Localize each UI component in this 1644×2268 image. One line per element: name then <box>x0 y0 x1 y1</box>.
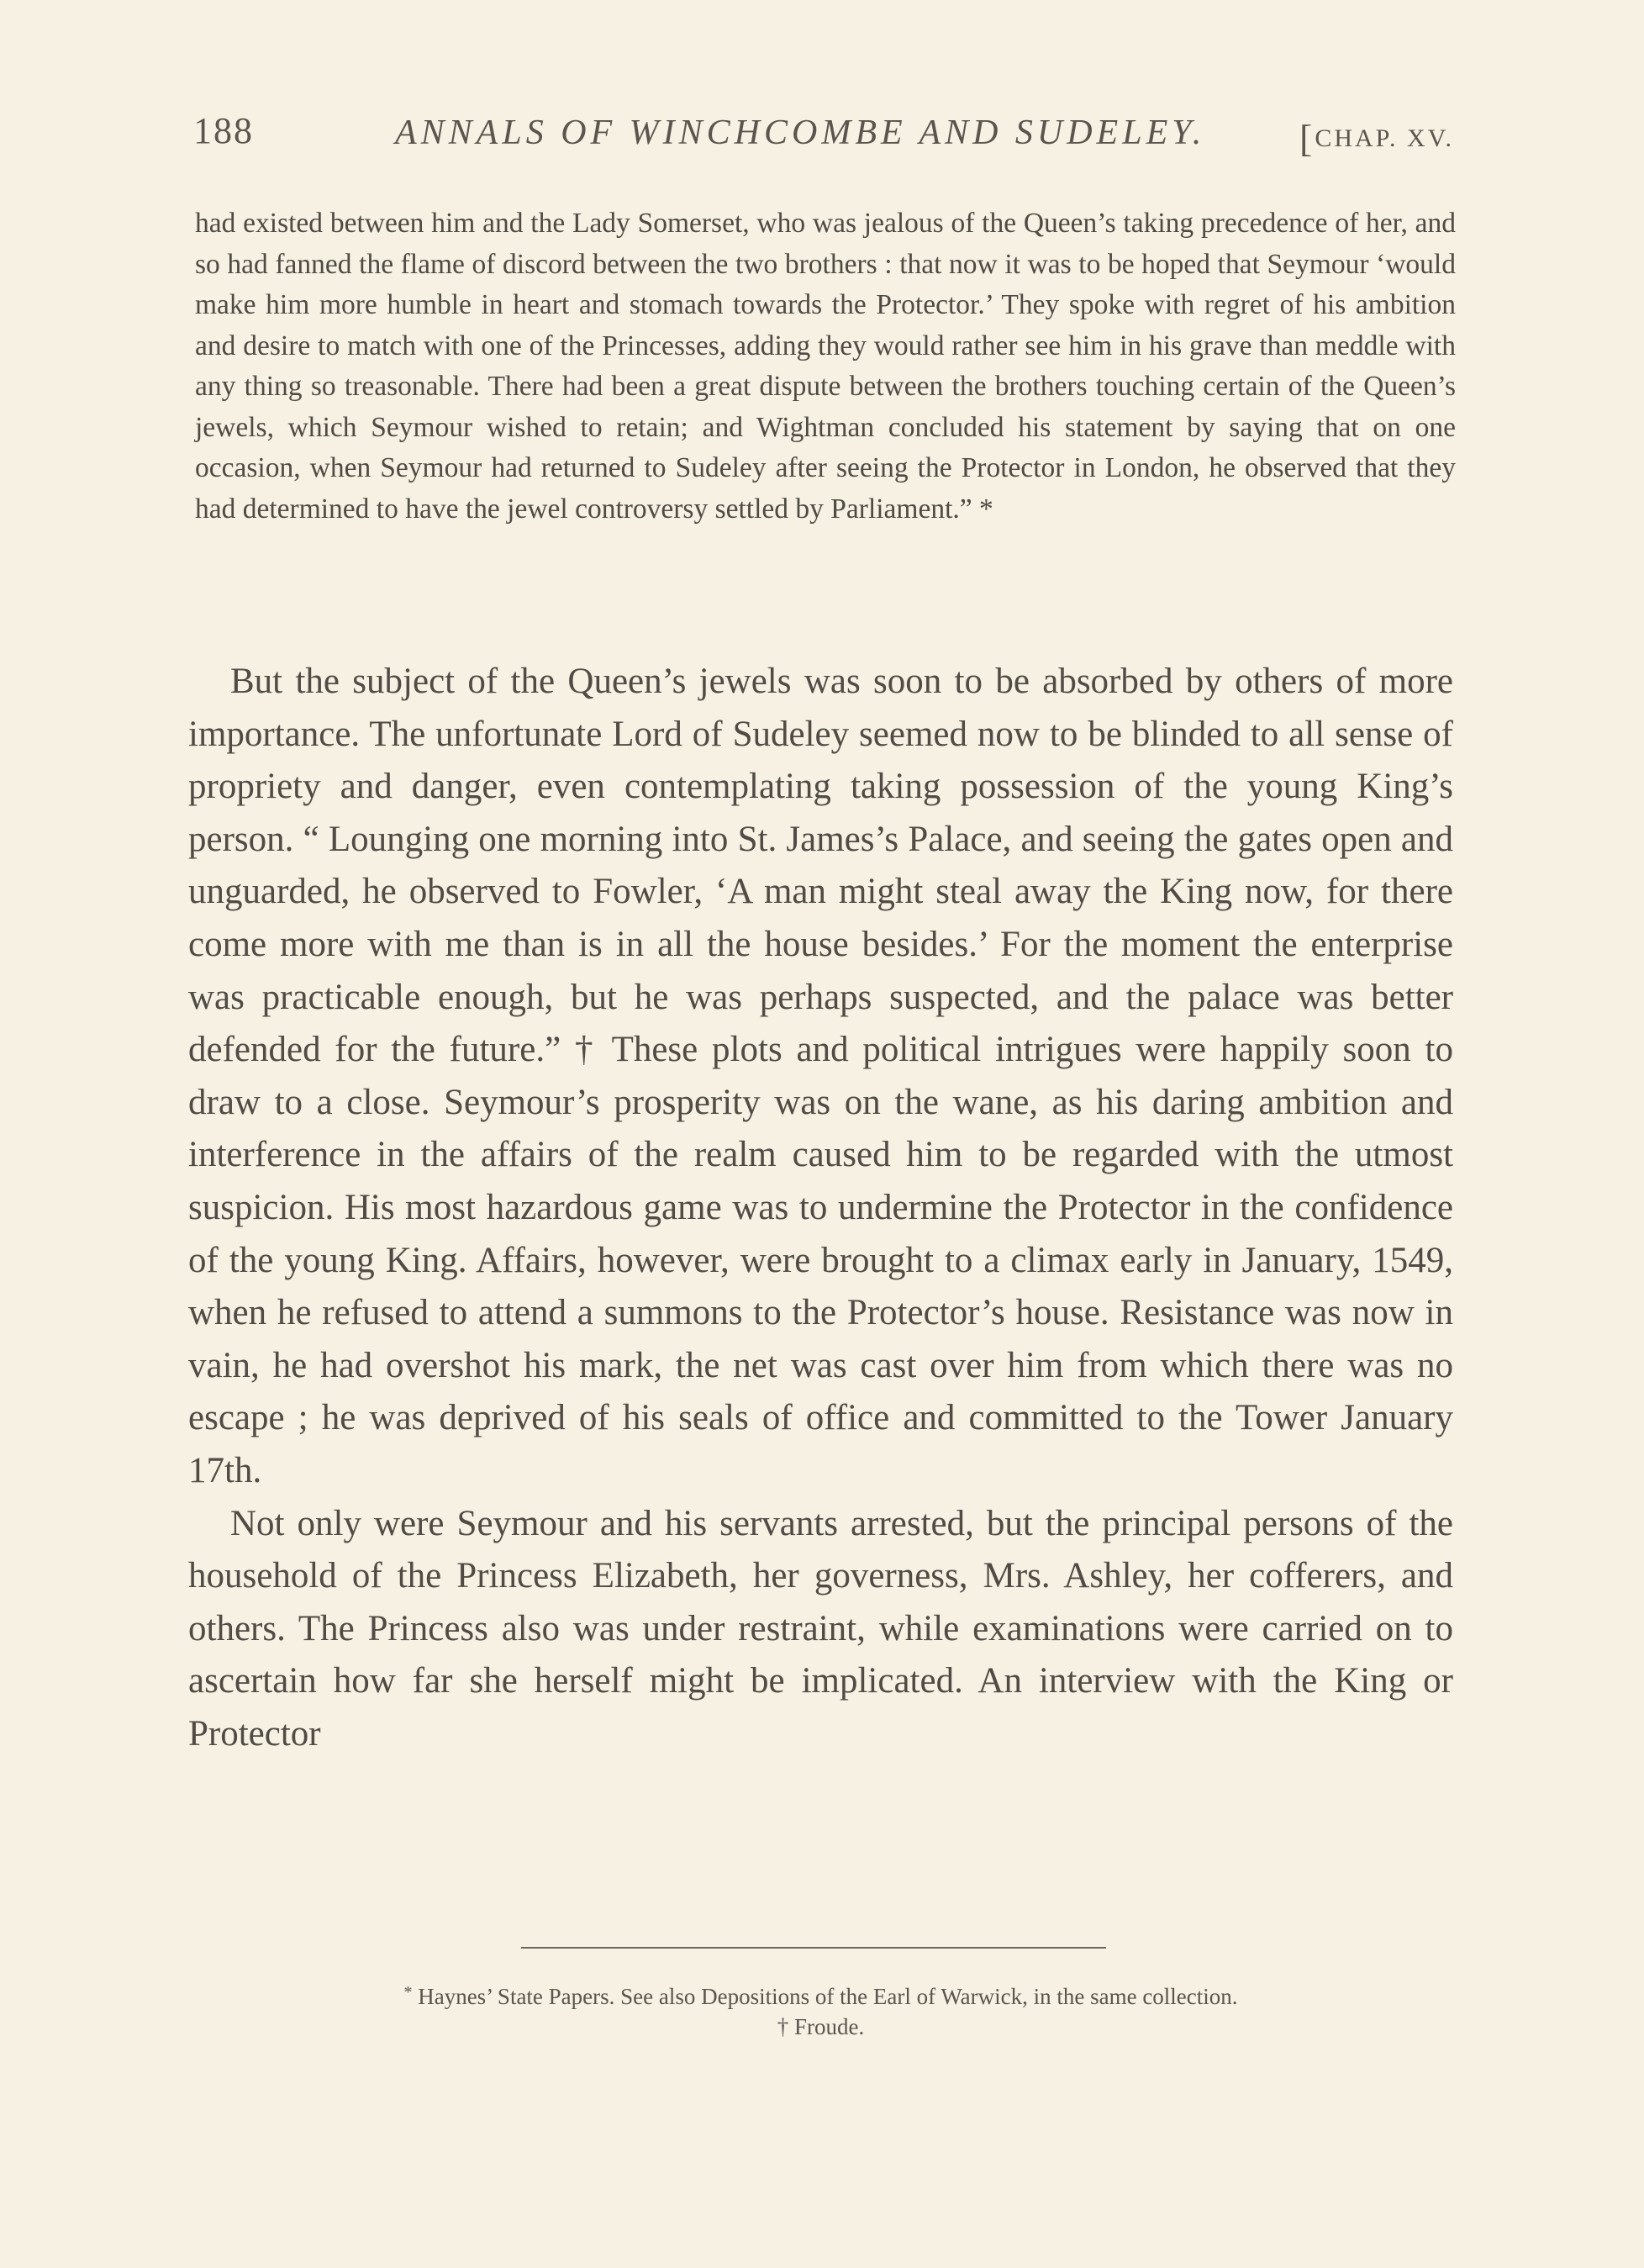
body-paragraph-2: Not only were Seymour and his servants arrested, but the principal persons of the household of the Princess Elizabeth, her governess, Mrs. Ashley, her cofferers, and others. The Princess also was under restraint, while examinations were carried on to ascertain how far she herself might be implicated. An interview with the King or Protector <box>188 1503 1453 1754</box>
quoted-extract <box>195 203 1456 530</box>
footnote-2: † Froude. <box>777 2014 865 2039</box>
book-title: ANNALS OF WINCHCOMBE AND SUDELEY. <box>395 113 1206 152</box>
footnote-divider <box>521 1947 1106 1949</box>
chapter-bracket: [ <box>1299 117 1315 160</box>
body-paragraph-1: But the subject of the Queen’s jewels was soon to be absorbed by others of more importance. The unfortunate Lord of Sudeley seemed now to be blinded to all sense of propriety and danger, even contemplating taking possession of the young King’s person. “ Lounging one morning into St. James’s Palace, and seeing the gates open and unguarded, he observed to Fowler, ‘A man might steal away the King now, for there come more with me than is in all the house besides.’ For the moment the enterprise was practicable enough, but he was perhaps suspected, and the palace was better defended for the future.” † These plots and political intrigues were happily soon to draw to a close. Seymour’s prosperity was on the wane, as his daring ambition and interference in the affairs of the realm caused him to be regarded with the utmost suspicion. His most hazardous game was to undermine the Protector in the confidence of the young King. Affairs, however, were brought to a climax early in January, 1549, when he refused to attend a summons to the Protector’s house. Resistance was now in vain, he had overshot his mark, the net was cast over him from which there was no escape ; he was deprived of his seals of office and committed to the Tower January 17th. <box>188 662 1453 1490</box>
quoted-extract-paragraph: had existed between him and the Lady Somerset, who was jealous of the Queen’s taking precedence of her, and so had fanned the flame of discord between the two brothers : that now it was to be hoped that Seymour ‘would make him more humble in heart and stomach towards the Protector.’ They spoke with regret of his ambition and desire to match with one of the Princesses, adding they would rather see him in his grave than meddle with any thing so treasonable. There had been a great dispute between the brothers touching certain of the Queen’s jewels, which Seymour wished to retain; and Wightman concluded his statement by saying that on one occasion, when Seymour had returned to Sudeley after seeing the Protector in London, he observed that they had determined to have the jewel controversy settled by Parliament.” * <box>195 208 1456 525</box>
footnote-1-text: Haynes’ State Papers. See also Depositions of the Earl of Warwick, in the same collection. <box>418 1984 1238 2009</box>
page-number: 188 <box>193 110 254 151</box>
footnotes <box>188 1977 1453 2042</box>
chapter-label <box>1299 116 1454 161</box>
main-text <box>188 656 1453 1760</box>
footnote-1 <box>188 1977 1453 2012</box>
chapter-number: CHAP. XV. <box>1315 124 1454 152</box>
footnote-1-mark: * <box>403 1983 413 2002</box>
running-head <box>193 109 1454 160</box>
